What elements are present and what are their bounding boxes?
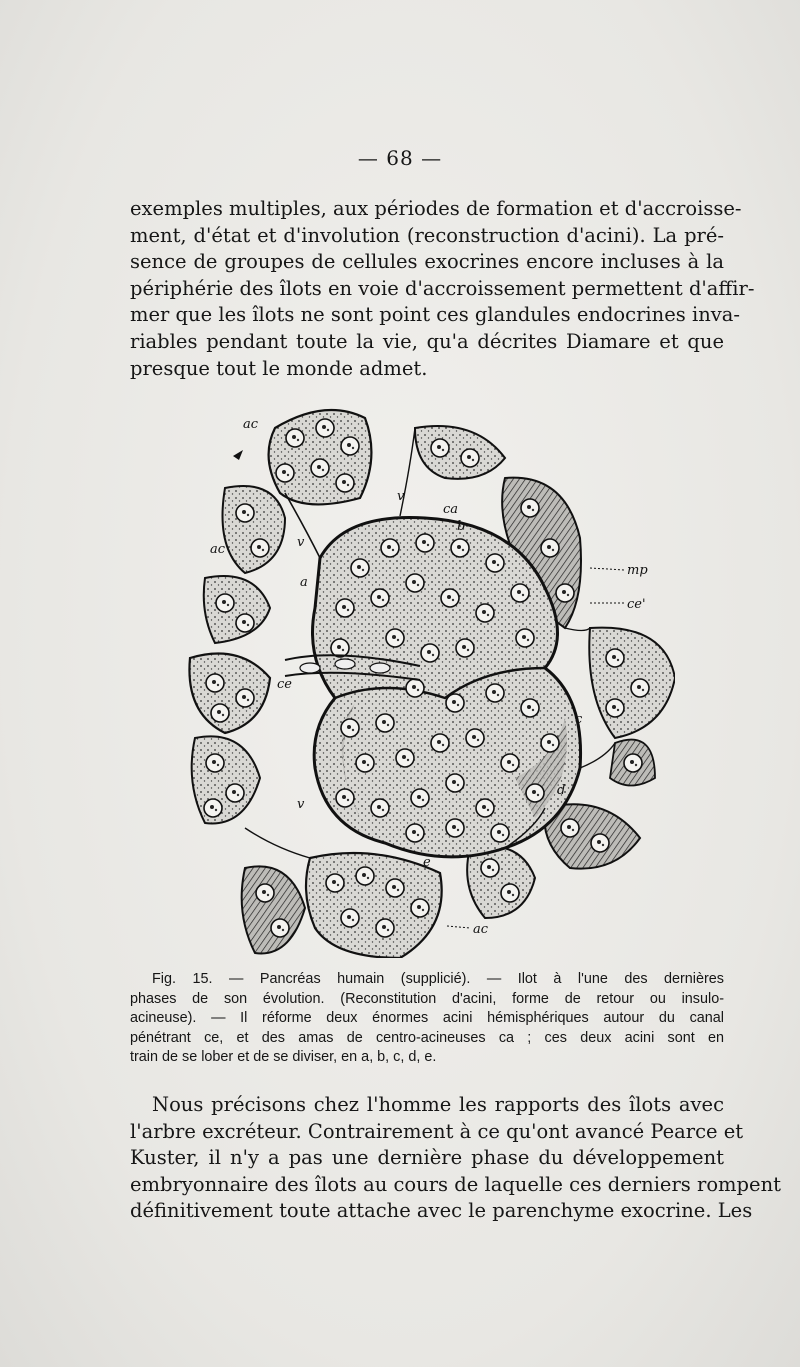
label-e: e [423,855,431,870]
caption-line: pénétrant ce, et des amas de centro-acineuses ca ; ces deux acini sont en [130,1029,724,1046]
acinus-left-lower [189,654,270,734]
acinus-top-right [415,426,505,479]
acinus-far-right [589,628,675,738]
label-v-left: v [297,535,305,550]
acinus-left-upper [223,486,286,573]
text-line: sence de groupes de cellules exocrines encore incluses à la [130,250,724,274]
text-line: mer que les îlots ne sont point ces glandules endocrines inva- [130,303,740,327]
text-line: riables pendant toute la vie, qu'a décrites Diamare et que [130,329,724,353]
acinus-top [269,410,372,504]
caption-line: train de se lober et de se diviser, en a, b, c, d, e. [130,1049,437,1066]
label-d: d [557,783,566,798]
text-line: l'arbre excréteur. Contrairement à ce qu'ont avancé Pearce et [130,1119,744,1143]
text-line: embryonnaire des îlots au cours de laquelle ces derniers rompent [130,1172,781,1196]
label-v-bottom: v [297,797,305,812]
caption-line: acineuse). — Il réforme deux énormes acini hémisphériques autour du canal [130,1010,724,1027]
text-line: périphérie des îlots en voie d'accroissement permettent d'affir- [130,276,755,300]
acinus-left-mid [204,576,270,643]
label-v-top: v [397,489,405,504]
label-a: a [300,575,308,590]
label-ac-bottom: ac [473,922,489,937]
text-line: presque tout le monde admet. [130,356,428,380]
text-line: exemples multiples, aux périodes de formation et d'accroisse- [130,197,742,220]
caption-line: phases de son évolution. (Reconstitution d'acini, forme de retour ou insulo- [130,990,724,1007]
acinus-left-bottom [192,736,260,823]
label-c: c [575,712,583,727]
label-ce: ce [277,677,292,692]
label-ac-top: ac [243,417,259,432]
text-line: ment, d'état et d'involution (reconstruction d'acini). La pré- [130,223,724,247]
figure-caption [130,970,724,1068]
caption-text: — Pancréas humain (supplicié). — Ilot à l'une des dernières [228,971,725,987]
caption-line [130,970,724,990]
text-line: Nous précisons chez l'homme les rapports des îlots avec [152,1093,724,1116]
label-ca: ca [443,502,459,517]
label-mp: mp [627,563,648,578]
histology-illustration [185,398,675,958]
page-number: — 68 — [357,146,443,170]
label-ac-left: ac [210,542,226,557]
acinus-right-small [610,740,655,786]
paragraph-top [130,196,755,382]
paragraph-bottom [130,1092,781,1225]
acinus-bottom-left [242,866,305,953]
acinus-bottom-right [467,846,535,918]
label-ce-prime: ce' [627,597,646,612]
pancreas-islet-drawing [185,398,675,958]
text-line: Kuster, il n'y a pas une dernière phase du développement [130,1146,724,1170]
label-b: b [457,519,466,534]
acinus-bottom [306,853,442,958]
text-line: définitivement toute attache avec le parenchyme exocrine. Les [130,1199,753,1223]
figure-number: Fig. 15. [152,971,213,987]
